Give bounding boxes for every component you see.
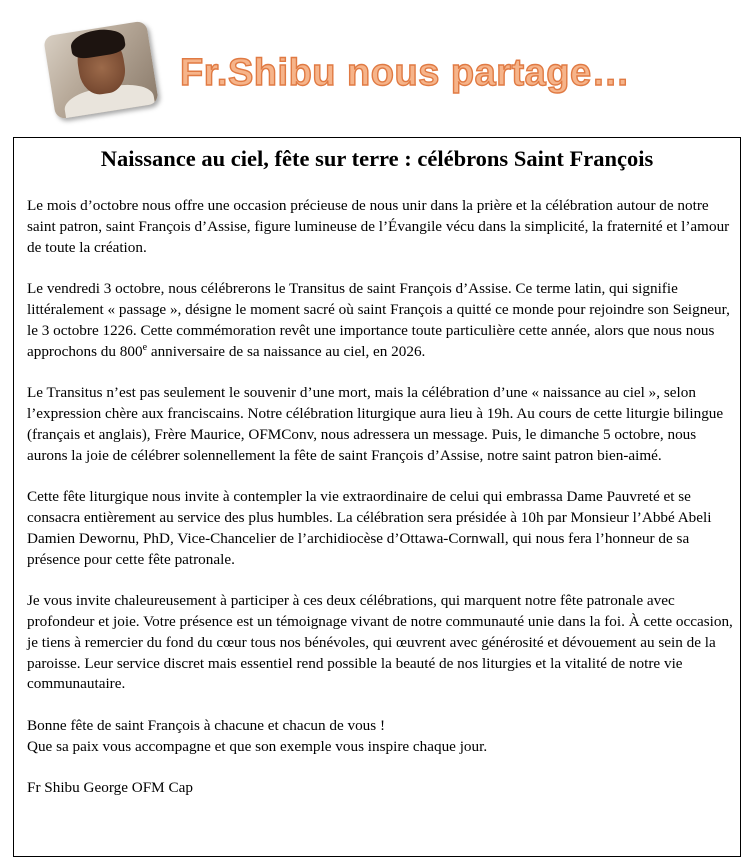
paragraph-2 (27, 279, 735, 362)
paragraph-2-text-end: anniversaire de sa naissance au ciel, en 2026. (147, 342, 426, 360)
paragraph-5: Je vous invite chaleureusement à participer à ces deux célébrations, qui marquent notre fête patronale avec profondeur et joie. Votre présence est un témoignage vivant de notre communauté unie dans la foi. À cette occasion, je tiens à remercier du fond du cœur tous nos bénévoles, qui œuvrent avec générosité et dévouement au sein de la paroisse. Leur service discret mais essentiel rend possible la beauté de nos liturgies et la vitalité de notre vie communautaire. (27, 592, 733, 693)
author-photo (43, 20, 159, 119)
paragraph-4: Cette fête liturgique nous invite à contempler la vie extraordinaire de celui qui embrassa Dame Pauvreté et se consacra entièrement au service des plus humbles. La célébration sera présidée à 10h par Monsieur l’Abbé Abeli Damien Dewornu, PhD, Vice-Chancelier de l’archidiocèse d’Ottawa-Cornwall, qui nous fera l’honneur de sa présence pour cette fête patronale. (27, 488, 712, 568)
header (0, 0, 751, 130)
article-box (13, 137, 741, 857)
ordinal-suffix: e (142, 341, 148, 353)
article-title: Naissance au ciel, fête sur terre : célébrons Saint François (100, 146, 654, 171)
article-body (27, 196, 735, 820)
closing-line-1: Bonne fête de saint François à chacune et chacun de vous ! (27, 716, 386, 734)
header-title: Fr.Shibu nous partage… (180, 52, 631, 94)
signature: Fr Shibu George OFM Cap (27, 779, 193, 797)
closing-line-2: Que sa paix vous accompagne et que son exemple vous inspire chaque jour. (27, 737, 488, 755)
paragraph-2-text: Le vendredi 3 octobre, nous célébrerons le Transitus de saint François d’Assise. Ce terme latin, qui signifie littéralement « passage », désigne le moment sacré où saint François a quitté ce monde pour rejoindre son Seigneur, le 3 octobre 1226. Cette commémoration revêt une importance toute particulière cette année, alors que nous nous approchons du 800 (27, 280, 730, 360)
paragraph-3: Le Transitus n’est pas seulement le souvenir d’une mort, mais la célébration d’une « naissance au ciel », selon l’expression chère aux franciscains. Notre célébration liturgique aura lieu à 19h. Au cours de cette liturgie bilingue (français et anglais), Frère Maurice, OFMConv, nous adressera un message. Puis, le dimanche 5 octobre, nous aurons la joie de célébrer solennellement la fête de saint François d’Assise, notre saint patron bien-aimé. (27, 384, 724, 464)
paragraph-1: Le mois d’octobre nous offre une occasion précieuse de nous unir dans la prière et la célébration autour de notre saint patron, saint François d’Assise, figure lumineuse de l’Évangile vécu dans la simplicité, la fraternité et l’amour de toute la création. (27, 197, 730, 256)
